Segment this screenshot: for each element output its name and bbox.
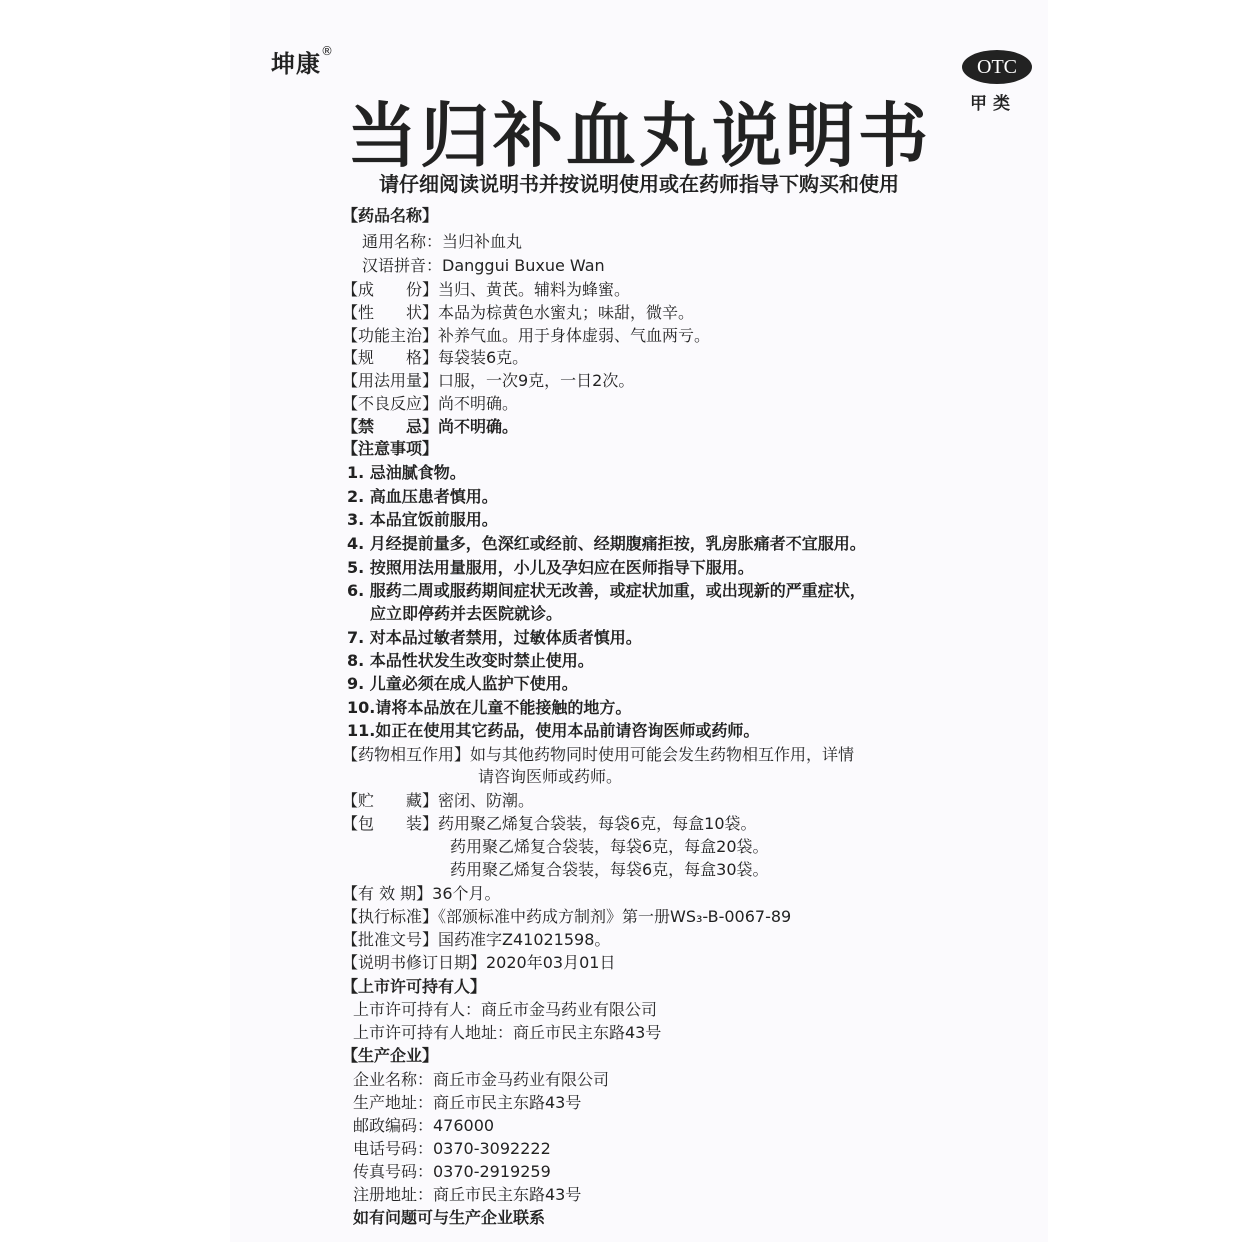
text-line: 【用法用量】口服，一次9克，一日2次。 [342, 371, 635, 390]
precaution-item: 7. 对本品过敏者禁用，过敏体质者慎用。 [347, 628, 642, 647]
section-heading: 【上市许可持有人】 [342, 977, 487, 996]
text-line: 通用名称：当归补血丸 [362, 232, 523, 251]
text-line: 电话号码：0370-3092222 [353, 1139, 551, 1158]
otc-badge: OTC [962, 50, 1032, 84]
text-line: 【功能主治】补养气血。用于身体虚弱、气血两亏。 [342, 326, 711, 345]
text-line: 【执行标准】《部颁标准中药成方制剂》第一册WS₃-B-0067-89 [342, 907, 792, 926]
text-line: 生产地址：商丘市民主东路43号 [353, 1093, 582, 1112]
text-line: 上市许可持有人：商丘市金马药业有限公司 [353, 1000, 658, 1019]
text-line: 【药物相互作用】如与其他药物同时使用可能会发生药物相互作用，详情 [342, 745, 855, 764]
text-line-continued: 药用聚乙烯复合袋装，每袋6克，每盒20袋。 [450, 837, 769, 856]
text-line: 注册地址：商丘市民主东路43号 [353, 1185, 582, 1204]
text-line: 【不良反应】尚不明确。 [342, 394, 519, 413]
text-line: 【规 格】每袋装6克。 [342, 348, 529, 367]
precaution-item-continued: 应立即停药并去医院就诊。 [370, 604, 563, 623]
text-line: 汉语拼音：Danggui Buxue Wan [362, 256, 605, 275]
text-line: 【禁 忌】尚不明确。 [342, 417, 519, 436]
precaution-item: 3. 本品宜饭前服用。 [347, 510, 498, 529]
text-line: 【包 装】药用聚乙烯复合袋装，每袋6克，每盒10袋。 [342, 814, 757, 833]
document-subtitle: 请仔细阅读说明书并按说明使用或在药师指导下购买和使用 [379, 172, 899, 196]
text-line-continued: 药用聚乙烯复合袋装，每袋6克，每盒30袋。 [450, 860, 769, 879]
precaution-item: 11.如正在使用其它药品，使用本品前请咨询医师或药师。 [347, 721, 760, 740]
document-title: 当归补血丸说明书 [347, 95, 931, 177]
text-line: 上市许可持有人地址：商丘市民主东路43号 [353, 1023, 662, 1042]
precaution-item: 6. 服药二周或服药期间症状无改善，或症状加重，或出现新的严重症状， [347, 581, 866, 600]
text-line: 【有 效 期】36个月。 [342, 884, 501, 903]
section-heading: 【生产企业】 [342, 1046, 439, 1065]
precaution-item: 2. 高血压患者慎用。 [347, 487, 498, 506]
text-line: 【性 状】本品为棕黄色水蜜丸；味甜，微辛。 [342, 303, 695, 322]
precaution-item: 10.请将本品放在儿童不能接触的地方。 [347, 698, 632, 717]
text-line: 企业名称：商丘市金马药业有限公司 [353, 1070, 610, 1089]
text-line-continued: 请咨询医师或药师。 [478, 767, 623, 786]
precaution-item: 1. 忌油腻食物。 [347, 463, 466, 482]
brand-logo [271, 44, 334, 79]
text-line: 传真号码：0370-2919259 [353, 1162, 551, 1181]
contact-note: 如有问题可与生产企业联系 [353, 1208, 546, 1227]
section-heading: 【注意事项】 [342, 439, 439, 458]
otc-class-label: 甲类 [970, 94, 1016, 114]
precaution-item: 9. 儿童必须在成人监护下使用。 [347, 674, 578, 693]
brand-name: 坤康 [271, 50, 321, 78]
precaution-item: 4. 月经提前量多，色深红或经前、经期腹痛拒按，乳房胀痛者不宜服用。 [347, 534, 866, 553]
registered-mark: ® [321, 44, 334, 58]
precaution-item: 8. 本品性状发生改变时禁止使用。 [347, 651, 594, 670]
text-line: 【批准文号】国药准字Z41021598。 [342, 930, 611, 949]
text-line: 【说明书修订日期】2020年03月01日 [342, 953, 616, 972]
text-line: 邮政编码：476000 [353, 1116, 495, 1135]
text-line: 【成 份】当归、黄芪。辅料为蜂蜜。 [342, 280, 631, 299]
precaution-item: 5. 按照用法用量服用，小儿及孕妇应在医师指导下服用。 [347, 558, 754, 577]
section-heading: 【药品名称】 [342, 206, 439, 225]
text-line: 【贮 藏】密闭、防潮。 [342, 791, 535, 810]
